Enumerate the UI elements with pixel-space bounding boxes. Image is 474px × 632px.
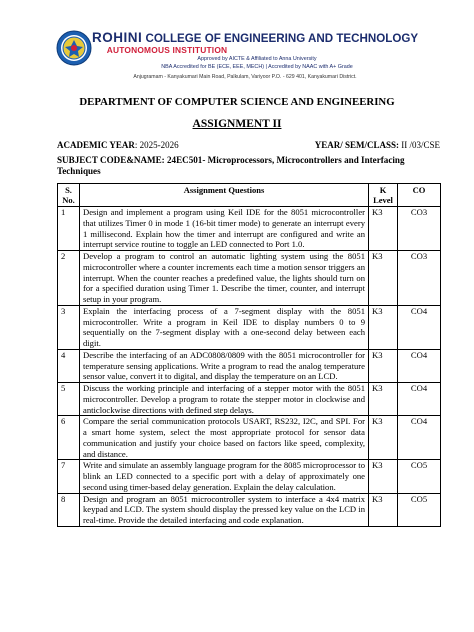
row-question: Explain the interfacing process of a 7-segment display with the 8051 microcontroller. Write a program in Keil IDE to display numbers 0 to 9 sequentially on the 7-segment display with a one-second delay between each digit.: [80, 305, 369, 349]
table-row: [58, 383, 441, 416]
row-sno: 7: [58, 460, 80, 493]
assignment-title: ASSIGNMENT II: [192, 118, 282, 130]
row-k-level: K3: [369, 460, 398, 493]
row-sno: 1: [58, 207, 80, 251]
row-sno: 6: [58, 416, 80, 460]
row-co: CO5: [398, 460, 441, 493]
row-k-level: K3: [369, 416, 398, 460]
academic-year-value: : 2025-2026: [134, 140, 179, 150]
row-co: CO4: [398, 305, 441, 349]
header-question: Assignment Questions: [80, 184, 369, 207]
subject-value: 24EC501- Microprocessors, Microcontrollers and Interfacing Techniques: [57, 155, 405, 177]
row-k-level: K3: [369, 349, 398, 382]
table-row: [58, 207, 441, 251]
row-question: Describe the interfacing of an ADC0808/0809 with the 8051 microcontroller for temperature sensing applications. Write a program to read the analog temperature sensor value, convert it to digital, and display the temperature on an LCD.: [80, 349, 369, 382]
row-question: Discuss the working principle and interfacing of a stepper motor with the 8051 microcontroller. Develop a program to rotate the stepper motor in clockwise and anticlockwise directions with defined step delays.: [80, 383, 369, 416]
year-sem-class: [315, 140, 440, 150]
row-question: Compare the serial communication protocols USART, RS232, I2C, and SPI. For a smart home system, select the most appropriate protocol for sensor data communication and justify your choice based on factors like speed, complexity, and distance.: [80, 416, 369, 460]
table-header-row: [58, 184, 441, 207]
subject-label: SUBJECT CODE&NAME:: [57, 155, 165, 165]
row-k-level: K3: [369, 383, 398, 416]
subject-line: [57, 155, 447, 178]
row-co: CO4: [398, 416, 441, 460]
row-question: Write and simulate an assembly language program for the 8085 microprocessor to blink an LED connected to a specific port with a delay of approximately one second using timer-based delay generation. Explain the delay calculation.: [80, 460, 369, 493]
header-k-level: K Level: [369, 184, 398, 207]
row-question: Design and implement a program using Keil IDE for the 8051 microcontroller that utilizes Timer 0 in mode 1 (16-bit timer mode) to generate an interrupt every 1 millisecond. Explain how the timer and interrupt are configured and write an interrupt service routine to toggle an LED connected to Port 1.0.: [80, 207, 369, 251]
college-name-bold: ROHINI: [92, 30, 143, 45]
row-k-level: K3: [369, 251, 398, 306]
row-sno: 4: [58, 349, 80, 382]
row-co: CO5: [398, 493, 441, 526]
year-sem-label: YEAR/ SEM/CLASS:: [314, 140, 399, 150]
college-name: [92, 30, 462, 45]
department-title: DEPARTMENT OF COMPUTER SCIENCE AND ENGINEERING: [79, 96, 395, 108]
header-sno: S. No.: [58, 184, 80, 207]
row-sno: 2: [58, 251, 80, 306]
row-question: Design and program an 8051 microcontroller system to interface a 4x4 matrix keypad and LCD. The system should display the pressed key value on the LCD in real-time. Provide the detailed interfacing and code explanation.: [80, 493, 369, 526]
academic-year-label: ACADEMIC YEAR: [57, 140, 135, 150]
table-row: [58, 305, 441, 349]
row-co: CO3: [398, 251, 441, 306]
college-seal-icon: [56, 30, 92, 66]
letterhead: [0, 0, 474, 92]
accreditation-line: NBA Accredited for BE (ECE, EEE, MECH) | Accredited by NAAC with A+ Grade: [161, 64, 353, 70]
college-name-rest: COLLEGE OF ENGINEERING AND TECHNOLOGY: [142, 32, 419, 45]
row-co: CO4: [398, 383, 441, 416]
row-question: Develop a program to control an automatic lighting system using the 8051 microcontroller where a counter increments each time a motion sensor triggers an interrupt. When the counter reaches a predefined value, the lights should turn on for a specified duration using Timer 1. Describe the timer, counter, and interrupt setup in your program.: [80, 251, 369, 306]
table-row: [58, 251, 441, 306]
table-row: [58, 460, 441, 493]
row-k-level: K3: [369, 305, 398, 349]
approval-line: Approved by AICTE & Affiliated to Anna University: [197, 56, 317, 62]
row-co: CO3: [398, 207, 441, 251]
college-address: Anjugramam - Kanyakumari Main Road, Palkulam, Variyoor P.O. - 629 401, Kanyakumari District.: [133, 74, 357, 80]
row-k-level: K3: [369, 493, 398, 526]
academic-info-line: [57, 140, 440, 150]
assignment-heading: [0, 118, 474, 130]
row-sno: 5: [58, 383, 80, 416]
year-sem-value: II /03/CSE: [398, 140, 440, 150]
table-row: [58, 416, 441, 460]
row-sno: 3: [58, 305, 80, 349]
row-co: CO4: [398, 349, 441, 382]
table-row: [58, 349, 441, 382]
assignment-questions-table: [57, 183, 441, 527]
row-sno: 8: [58, 493, 80, 526]
header-co: CO: [398, 184, 441, 207]
autonomous-tagline: AUTONOMOUS INSTITUTION: [106, 45, 228, 55]
table-row: [58, 493, 441, 526]
row-k-level: K3: [369, 207, 398, 251]
